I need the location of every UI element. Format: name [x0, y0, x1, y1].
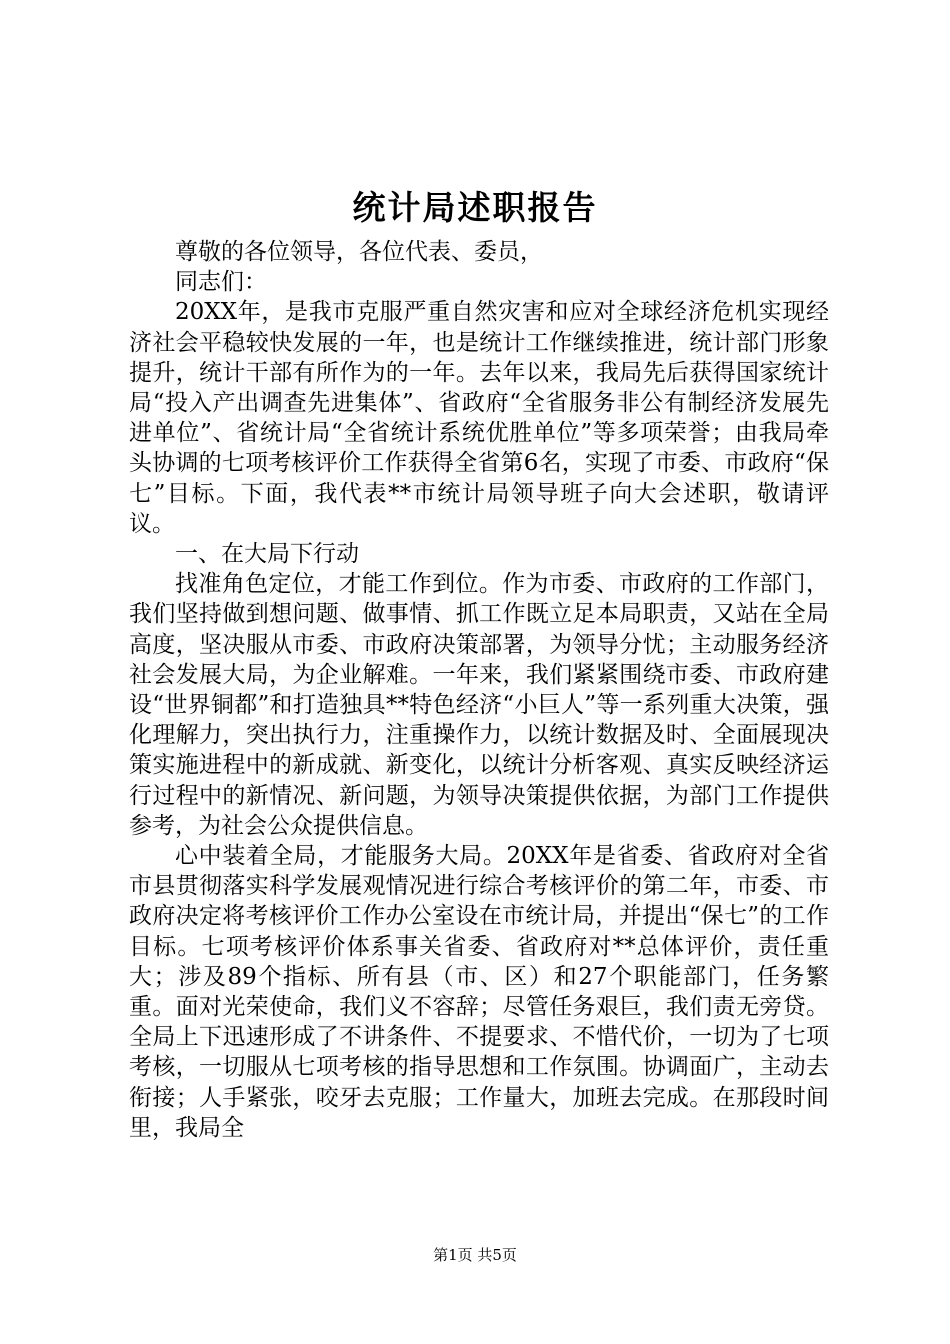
body-paragraph: 20XX年，是我市克服严重自然灾害和应对全球经济危机实现经济社会平稳较快发展的一年，也是统计工作继续推进，统计部门形象提升，统计干部有所作为的一年。去年以来，我局先后获得国家统计局“投入产出调查先进集体”、省政府“全省服务非公有制经济发展先进单位”、省统计局“全省统计系统优胜单位”等多项荣誉；由我局牵头协调的七项考核评价工作获得全省第6名，实现了市委、市政府“保七”目标。下面，我代表**市统计局领导班子向大会述职，敬请评议。	[129, 299, 829, 537]
body-paragraph: 心中装着全局，才能服务大局。20XX年是省委、省政府对全省市县贯彻落实科学发展观情况进行综合考核评价的第二年，市委、市政府决定将考核评价工作办公室设在市统计局，并提出“保七”的工作目标。七项考核评价体系事关省委、省政府对**总体评价，责任重大；涉及89个指标、所有县（市、区）和27个职能部门，任务繁重。面对光荣使命，我们义不容辞；尽管任务艰巨，我们责无旁贷。全局上下迅速形成了不讲条件、不提要求、不惜代价，一切为了七项考核，一切服从七项考核的指导思想和工作氛围。协调面广，主动去衔接；人手紧张，咬牙去克服；工作量大，加班去完成。在那段时间里，我局全	[129, 843, 829, 1141]
document-title: 统计局述职报告	[352, 188, 598, 227]
salutation-line: 尊敬的各位领导，各位代表、委员，	[175, 239, 543, 265]
page-footer: 第1页 共5页	[433, 1246, 517, 1264]
body-paragraph: 找准角色定位，才能工作到位。作为市委、市政府的工作部门，我们坚持做到想问题、做事情、抓工作既立足本局职责，又站在全局高度，坚决服从市委、市政府决策部署，为领导分忧；主动服务经济社会发展大局，为企业解难。一年来，我们紧紧围绕市委、市政府建设“世界铜都”和打造独具**特色经济“小巨人”等一系列重大决策，强化理解力，突出执行力，注重操作力，以统计数据及时、全面展现决策实施进程中的新成就、新变化，以统计分析客观、真实反映经济运行过程中的新情况、新问题，为领导决策提供依据，为部门工作提供参考，为社会公众提供信息。	[129, 571, 829, 839]
section-heading: 一、在大局下行动	[175, 541, 359, 568]
salutation-line: 同志们：	[175, 269, 267, 296]
document-body	[129, 237, 829, 1143]
